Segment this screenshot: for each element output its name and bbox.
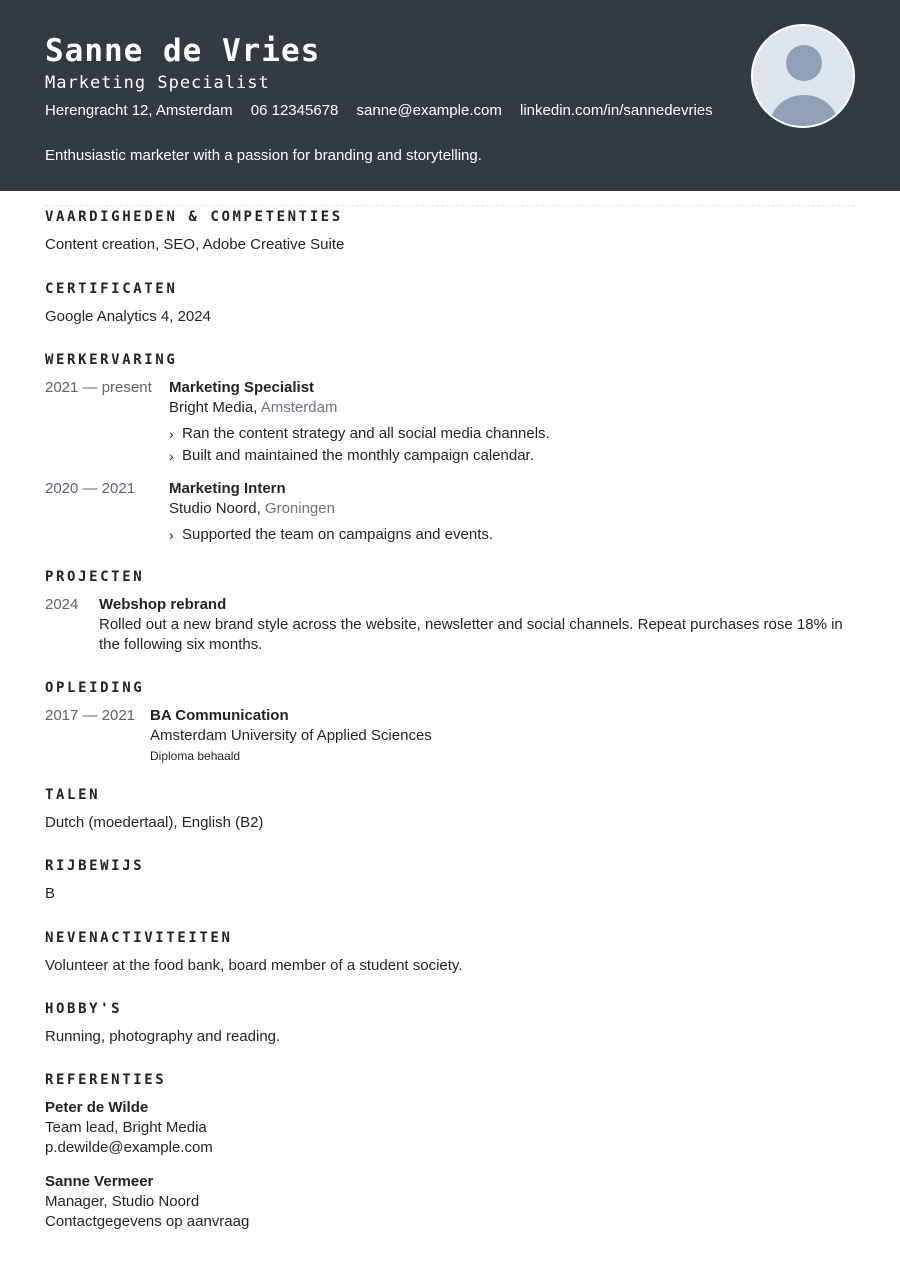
section-divider [45, 205, 855, 206]
activities-text: Volunteer at the food bank, board member of a student society. [45, 957, 463, 974]
experience-section [45, 351, 855, 546]
experience-dates: 2020 — 2021 [45, 480, 136, 497]
experience-bullets [169, 423, 855, 467]
contact-email[interactable]: sanne@example.com [356, 102, 502, 119]
project-description: Rolled out a new brand style across the website, newsletter and social channels. Repeat purchases rose 18% in the following six months. [99, 616, 843, 653]
languages-text: Dutch (moedertaal), English (B2) [45, 814, 264, 831]
candidate-role: Marketing Specialist [45, 73, 270, 93]
education-school: Amsterdam University of Applied Sciences [150, 727, 432, 744]
contact-line [45, 101, 855, 121]
experience-bullet [169, 445, 855, 467]
experience-company: Studio Noord [169, 500, 257, 517]
certificates-text: Google Analytics 4, 2024 [45, 308, 211, 325]
experience-job-title: Marketing Specialist [169, 379, 315, 396]
resume-body [0, 208, 900, 1232]
chevron-right-icon: › [169, 426, 174, 442]
reference-name: Peter de Wilde [45, 1099, 149, 1116]
avatar-body-shape [770, 95, 838, 128]
activities-title: NEVENACTIVITEITEN [45, 930, 233, 946]
certificates-section [45, 280, 855, 327]
experience-location: Groningen [264, 500, 335, 517]
experience-dates: 2021 — present [45, 379, 152, 396]
experience-item [45, 378, 855, 467]
experience-employer: Bright Media, Amsterdam [169, 399, 338, 416]
experience-bullets [169, 524, 855, 546]
education-item [45, 706, 855, 764]
languages-title: TALEN [45, 787, 101, 803]
license-section [45, 857, 855, 904]
candidate-name: Sanne de Vries [45, 33, 321, 69]
reference-contact[interactable]: p.dewilde@example.com [45, 1139, 213, 1156]
reference-contact: Contactgegevens op aanvraag [45, 1213, 250, 1230]
projects-section [45, 568, 855, 655]
hobbies-title: HOBBY'S [45, 1001, 123, 1017]
experience-location: Amsterdam [260, 399, 338, 416]
experience-title: WERKERVARING [45, 352, 178, 368]
chevron-right-icon: › [169, 527, 174, 543]
experience-bullet [169, 423, 855, 445]
bullet-text: Built and maintained the monthly campaign calendar. [182, 447, 534, 464]
project-title: Webshop rebrand [99, 596, 227, 613]
education-dates: 2017 — 2021 [45, 707, 136, 724]
avatar-placeholder-icon [751, 24, 855, 128]
hobbies-text: Running, photography and reading. [45, 1028, 281, 1045]
profile-summary: Enthusiastic marketer with a passion for branding and storytelling. [45, 147, 482, 164]
reference-role: Team lead, Bright Media [45, 1119, 207, 1136]
reference-role: Manager, Studio Noord [45, 1193, 200, 1210]
activities-section [45, 929, 855, 976]
contact-phone[interactable]: 06 12345678 [250, 102, 339, 119]
license-text: B [45, 885, 56, 902]
references-title: REFERENTIES [45, 1072, 167, 1088]
education-title: OPLEIDING [45, 680, 145, 696]
experience-job-title: Marketing Intern [169, 480, 286, 497]
education-degree: BA Communication [150, 707, 289, 724]
project-year: 2024 [45, 596, 79, 613]
experience-employer: Studio Noord, Groningen [169, 500, 335, 517]
avatar-head-shape [786, 45, 822, 81]
projects-title: PROJECTEN [45, 569, 145, 585]
bullet-text: Supported the team on campaigns and events. [182, 526, 494, 543]
license-title: RIJBEWIJS [45, 858, 145, 874]
reference-item [45, 1172, 855, 1232]
hobbies-section [45, 1000, 855, 1047]
chevron-right-icon: › [169, 448, 174, 464]
skills-title: VAARDIGHEDEN & COMPETENTIES [45, 209, 343, 225]
experience-company: Bright Media [169, 399, 254, 416]
project-item [45, 595, 855, 655]
languages-section [45, 786, 855, 833]
reference-name: Sanne Vermeer [45, 1173, 154, 1190]
experience-item [45, 479, 855, 546]
contact-address: Herengracht 12, Amsterdam [45, 102, 233, 119]
education-note: Diploma behaald [150, 749, 241, 763]
contact-linkedin[interactable]: linkedin.com/in/sannedevries [520, 102, 713, 119]
skills-section [45, 208, 855, 255]
reference-item [45, 1098, 855, 1158]
education-section [45, 679, 855, 764]
resume-header [0, 0, 900, 191]
skills-text: Content creation, SEO, Adobe Creative Suite [45, 236, 345, 253]
references-section [45, 1071, 855, 1232]
certificates-title: CERTIFICATEN [45, 281, 178, 297]
experience-bullet [169, 524, 855, 546]
bullet-text: Ran the content strategy and all social media channels. [182, 425, 550, 442]
